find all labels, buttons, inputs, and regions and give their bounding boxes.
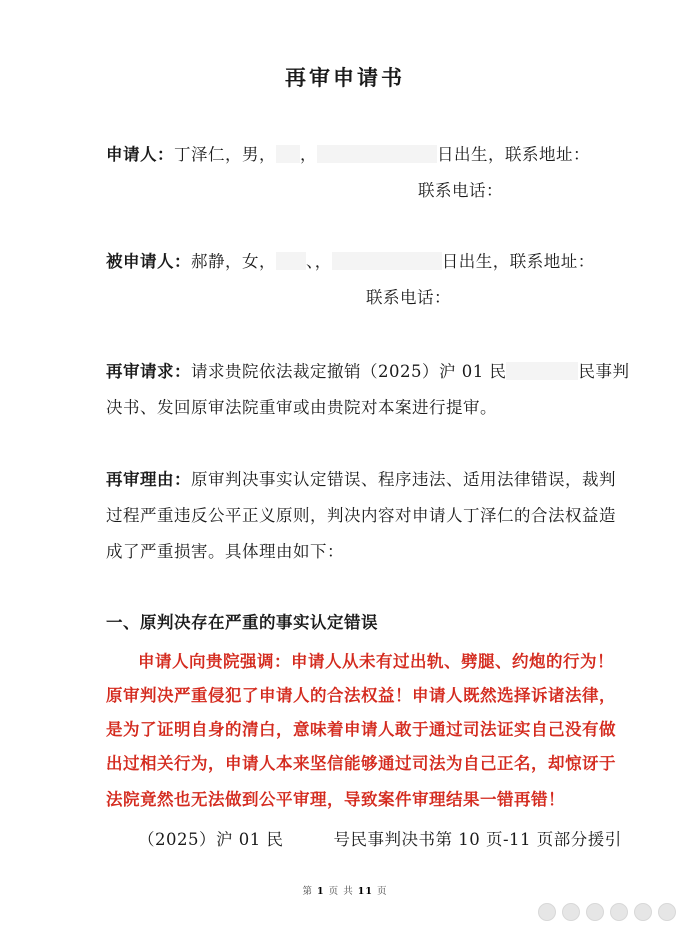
- section-heading: 一、原判决存在严重的事实认定错误: [106, 613, 378, 632]
- thumbnail: [634, 903, 652, 921]
- request-line-1: [106, 358, 629, 382]
- applicant-label: 申请人：: [106, 145, 174, 164]
- footer-page-number: 1: [317, 886, 325, 897]
- request-text-end: 民事判: [578, 362, 630, 381]
- respondent-line: [106, 248, 595, 272]
- respondent-comma: 、，: [306, 252, 332, 271]
- redacted-block: [317, 145, 437, 163]
- redacted-block: [283, 830, 333, 848]
- applicant-comma: ，: [300, 145, 317, 164]
- request-label: 再审请求：: [106, 362, 191, 381]
- redacted-block: [506, 362, 578, 380]
- applicant-born-address: 日出生，联系地址：: [437, 145, 590, 164]
- red-emphasis-line: 原审判决严重侵犯了申请人的合法权益！申请人既然选择诉诸法律，: [106, 686, 616, 705]
- thumbnail: [586, 903, 604, 921]
- footer-total-pages: 11: [357, 886, 373, 897]
- citation-start: （2025）沪 01 民: [138, 830, 284, 849]
- redacted-block: [276, 145, 300, 163]
- footer-suffix: 页: [377, 886, 388, 897]
- reason-label: 再审理由：: [106, 470, 191, 489]
- redacted-block: [332, 252, 442, 270]
- page-footer: [0, 883, 690, 897]
- thumbnail: [658, 903, 676, 921]
- redacted-block: [276, 252, 306, 270]
- footer-mid: 页 共: [328, 886, 354, 897]
- red-emphasis-line: 是为了证明自身的清白，意味着申请人敢于通过司法证实自己没有做: [106, 720, 616, 739]
- request-line-2: 决书、发回原审法院重审或由贵院对本案进行提审。: [106, 398, 497, 417]
- applicant-line: [106, 141, 590, 165]
- respondent-label: 被申请人：: [106, 252, 191, 271]
- request-text: 请求贵院依法裁定撤销（2025）沪 01 民: [191, 362, 507, 381]
- reason-text: 原审判决事实认定错误、程序违法、适用法律错误，裁判: [191, 470, 616, 489]
- red-emphasis-line: 法院竟然也无法做到公平审理，导致案件审理结果一错再错！: [106, 790, 565, 809]
- applicant-phone: 联系电话：: [418, 181, 503, 200]
- respondent-name-sex: 郝静，女，: [191, 252, 276, 271]
- thumbnail: [610, 903, 628, 921]
- reason-line-2: 过程严重违反公平正义原则，判决内容对申请人丁泽仁的合法权益造: [106, 506, 616, 525]
- citation-line: [138, 826, 622, 850]
- footer-prefix: 第: [302, 886, 313, 897]
- respondent-phone: 联系电话：: [366, 288, 451, 307]
- respondent-born-address: 日出生，联系地址：: [441, 252, 595, 271]
- thumbnail: [538, 903, 556, 921]
- reason-line-1: [106, 466, 616, 490]
- thumbnail: [562, 903, 580, 921]
- applicant-name-sex: 丁泽仁，男，: [174, 145, 276, 164]
- red-emphasis-line: 出过相关行为，申请人本来坚信能够通过司法为自己正名，却惊讶于: [106, 754, 616, 773]
- reason-line-3: 成了严重损害。具体理由如下：: [106, 542, 344, 561]
- image-thumbnail-strip: [538, 903, 676, 921]
- citation-end: 号民事判决书第 10 页-11 页部分援引: [333, 830, 622, 849]
- page-title: 再审申请书: [285, 65, 405, 90]
- red-emphasis-line: 申请人向贵院强调：申请人从未有过出轨、劈腿、约炮的行为！: [138, 652, 614, 671]
